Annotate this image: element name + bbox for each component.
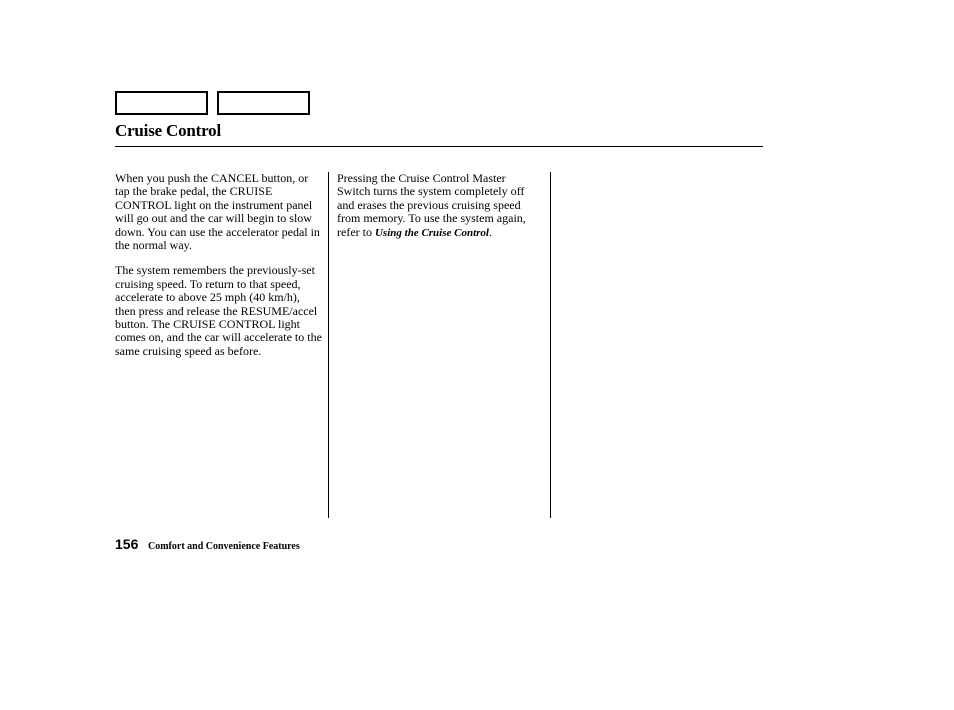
column-divider-1 <box>328 172 329 518</box>
page-number: 156 <box>115 536 139 552</box>
column1-paragraph-1: When you push the CANCEL button, or tap the brake pedal, the CRUISE CONTROL light on the instrument panel will go out and the car will begin to slow down. You can use the accelerator pedal in the normal way. <box>115 171 320 253</box>
column2-paragraph-1 <box>337 172 537 240</box>
text-column-1 <box>115 172 323 370</box>
footer-section-name: Comfort and Convenience Features <box>148 541 300 552</box>
cross-reference-link[interactable]: Using the Cruise Control <box>374 226 489 239</box>
title-divider <box>115 146 763 147</box>
column2-paragraph-1-text: Pressing the Cruise Control Master Switch turns the system completely off and erases the previous cruising speed from memory. To use the system again, refer to <box>337 171 526 239</box>
page-title: Cruise Control <box>115 121 221 140</box>
text-column-2 <box>337 172 537 252</box>
column1-paragraph-2: The system remembers the previously-set cruising speed. To return to that speed, accelerate to above 25 mph (40 km/h), then press and release the RESUME/accel button. The CRUISE CONTROL light comes on, and the car will accelerate to the same cruising speed as before. <box>115 263 322 358</box>
column-divider-2 <box>550 172 551 518</box>
column2-paragraph-1-end: . <box>489 224 492 239</box>
nav-tab-1[interactable] <box>115 91 208 115</box>
nav-tab-2[interactable] <box>217 91 310 115</box>
